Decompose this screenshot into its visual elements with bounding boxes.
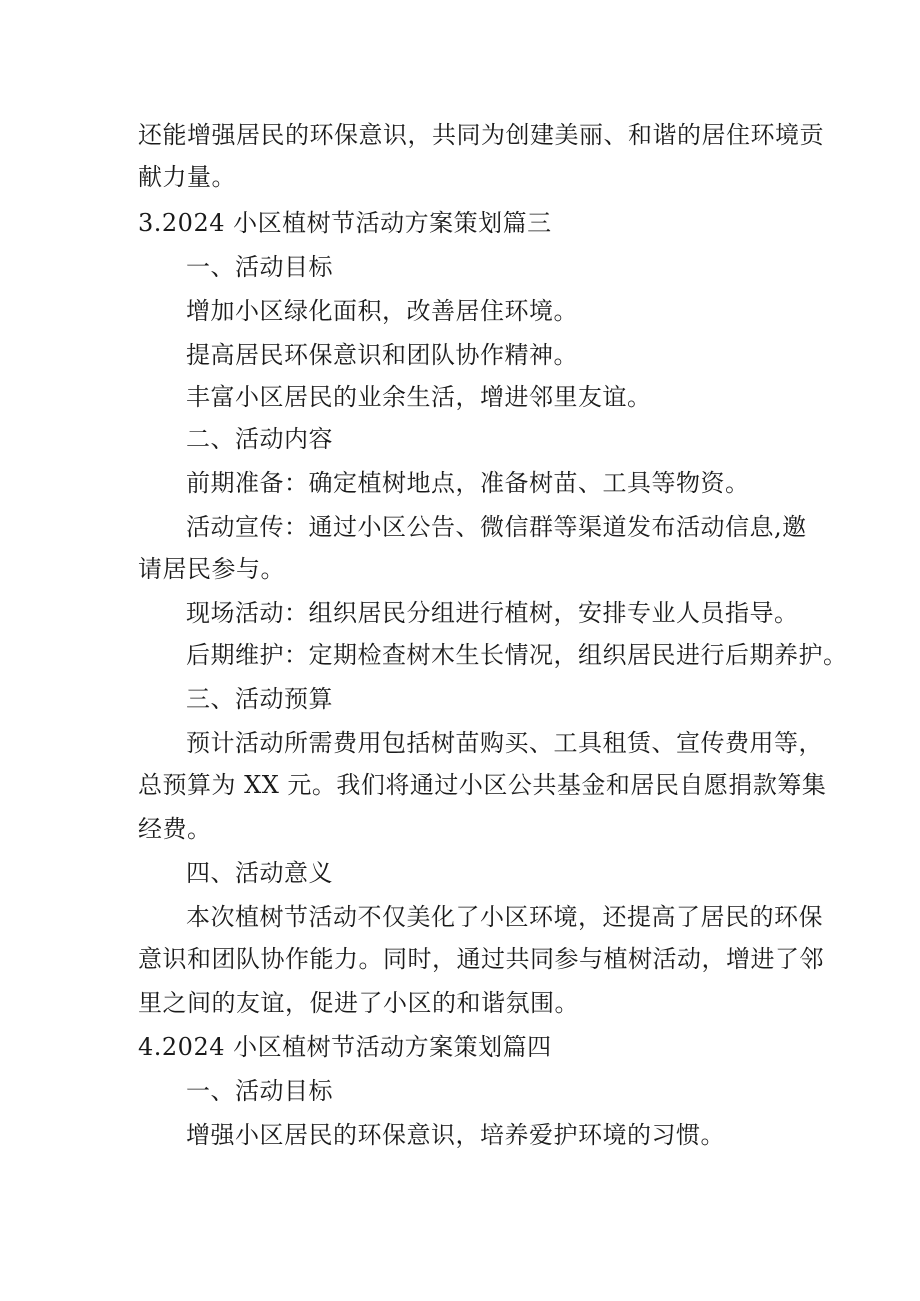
section-heading: 4.2024 小区植树节活动方案策划篇四 <box>138 1033 552 1061</box>
paragraph-line: 请居民参与。 <box>138 555 285 583</box>
paragraph-line: 后期维护：定期检查树木生长情况，组织居民进行后期养护。 <box>186 641 848 669</box>
paragraph-line: 前期准备：确定植树地点，准备树苗、工具等物资。 <box>186 469 750 497</box>
paragraph-line: 总预算为 XX 元。我们将通过小区公共基金和居民自愿捐款筹集 <box>138 771 827 799</box>
paragraph-line: 还能增强居民的环保意识，共同为创建美丽、和谐的居住环境贡 <box>138 121 824 149</box>
paragraph-line: 增加小区绿化面积，改善居住环境。 <box>186 297 578 325</box>
paragraph-line: 献力量。 <box>138 163 236 191</box>
section-heading: 3.2024 小区植树节活动方案策划篇三 <box>138 209 552 237</box>
paragraph-line: 经费。 <box>138 815 212 843</box>
paragraph-line: 预计活动所需费用包括树苗购买、工具租赁、宣传费用等， <box>186 729 823 757</box>
subheading: 三、活动预算 <box>186 685 333 713</box>
paragraph-line: 丰富小区居民的业余生活，增进邻里友谊。 <box>186 383 652 411</box>
paragraph-line: 现场活动：组织居民分组进行植树，安排专业人员指导。 <box>186 599 799 627</box>
paragraph-line: 本次植树节活动不仅美化了小区环境，还提高了居民的环保 <box>186 903 823 931</box>
subheading: 二、活动内容 <box>186 425 333 453</box>
paragraph-line: 活动宣传：通过小区公告、微信群等渠道发布活动信息,邀 <box>186 513 807 541</box>
paragraph-line: 意识和团队协作能力。同时，通过共同参与植树活动，增进了邻 <box>138 945 824 973</box>
paragraph-line: 提高居民环保意识和团队协作精神。 <box>186 341 578 369</box>
subheading: 四、活动意义 <box>186 859 333 887</box>
paragraph-line: 增强小区居民的环保意识，培养爱护环境的习惯。 <box>186 1121 725 1149</box>
paragraph-line: 里之间的友谊，促进了小区的和谐氛围。 <box>138 989 579 1017</box>
subheading: 一、活动目标 <box>186 253 333 281</box>
subheading: 一、活动目标 <box>186 1077 333 1105</box>
